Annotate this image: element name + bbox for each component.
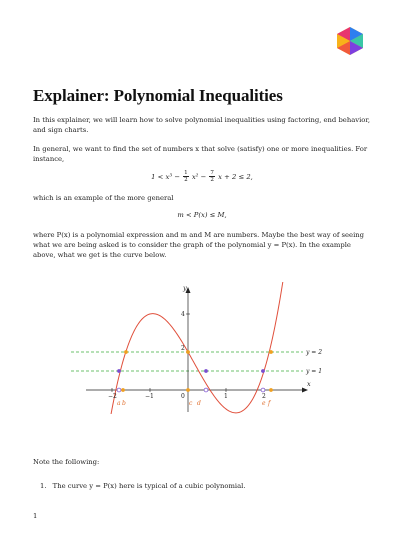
equation-2: m < P(x) ≤ M, — [177, 211, 227, 219]
x-tick-label: −1 — [145, 393, 154, 400]
x-tick-label: 2 — [262, 393, 266, 400]
x-tick-label: 0 — [181, 393, 185, 400]
equation-1 — [33, 170, 371, 184]
y-tick-label: 4 — [181, 311, 185, 318]
list-item-text: The curve y = P(x) here is typical of a cubic polynomial. — [52, 482, 246, 490]
point-label-e: e — [262, 400, 266, 407]
x-axis-label: x — [307, 380, 311, 388]
point-label-c: c — [189, 400, 193, 407]
logo-icon — [335, 26, 365, 56]
list-item — [40, 482, 245, 490]
fraction-seven-halves: $\frac{7}{2}$ — [210, 170, 214, 184]
polynomial-graph — [66, 282, 323, 414]
point-label-d: d — [197, 400, 201, 407]
y-axis-label: y — [183, 284, 187, 292]
fraction-one-half: $\frac{1}{2}$ — [184, 170, 188, 184]
general-paragraph-1: In general, we want to find the set of numbers x that solve (satisfy) one or more inequalities. For instance, — [33, 145, 368, 164]
eq1-right: x + 2 ≤ 2, — [218, 172, 253, 181]
general-paragraph-2: which is an example of the more general — [33, 194, 174, 202]
intro-paragraph: In this explainer, we will learn how to solve polynomial inequalities using factoring, end behavior, and sign charts. — [33, 116, 371, 135]
page-number: 1 — [33, 512, 38, 520]
note-heading: Note the following: — [33, 458, 100, 466]
point-label-f: f — [268, 400, 271, 407]
x-tick-label: 1 — [224, 393, 228, 400]
list-item-number: 1. — [40, 482, 47, 490]
eq1-mid: x² − — [191, 172, 207, 181]
point-label-b: b — [122, 400, 126, 407]
point-label-a: a — [117, 400, 121, 407]
line-label-y1: y = 1 — [306, 368, 323, 375]
y-tick-label: 2 — [181, 345, 185, 352]
page-title: Explainer: Polynomial Inequalities — [33, 86, 283, 105]
x-tick-label: −2 — [108, 393, 117, 400]
general-paragraph-3: where P(x) is a polynomial expression and m and M are numbers. Maybe the best way of seeing what we are being asked is to consider the graph of the polynomial y = P(x). In the example above, what we get is the curve below. — [33, 231, 364, 260]
line-label-y2: y = 2 — [306, 349, 323, 356]
eq1-left: 1 < x³ − — [151, 172, 180, 181]
